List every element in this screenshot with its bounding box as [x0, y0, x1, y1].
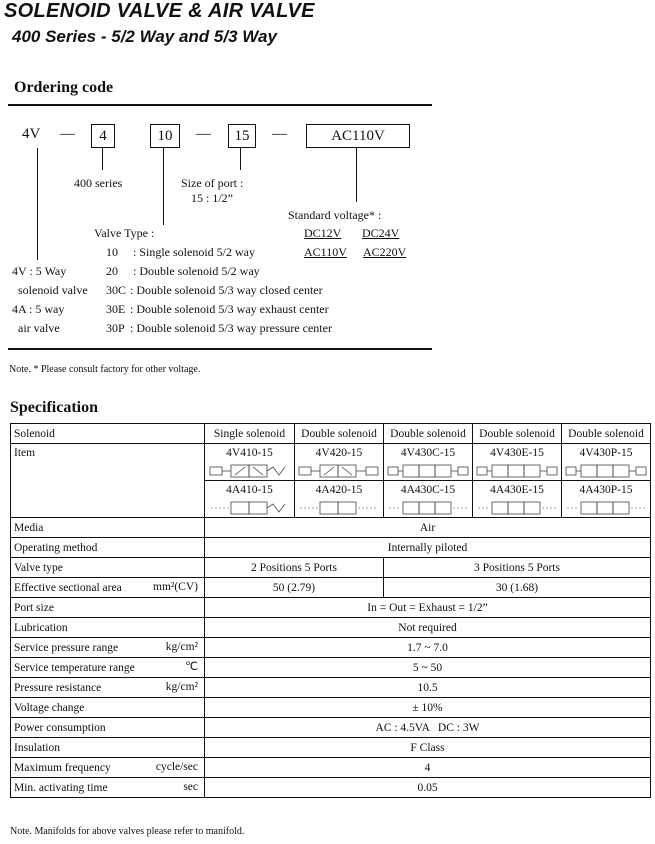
valve-type-desc: : Double solenoid 5/3 way closed center: [130, 283, 323, 297]
valve-symbol-icon: [209, 463, 291, 479]
row-value: 5 ~ 50: [205, 658, 651, 678]
voltage-option: DC24V: [362, 226, 400, 240]
row-label: [11, 658, 205, 678]
row-label: Port size: [11, 598, 205, 618]
row-value: 1.7 ~ 7.0: [205, 638, 651, 658]
table-row: [11, 424, 651, 444]
row-label-text: Service pressure range: [14, 641, 119, 654]
row-unit: ℃: [185, 661, 198, 673]
valve-type-code: 20: [106, 264, 118, 278]
model-4v: 4V420-15: [315, 447, 363, 459]
voltage-option: AC220V: [363, 245, 407, 259]
code-dash-1: —: [60, 126, 75, 142]
model-4a: 4A430E-15: [490, 484, 544, 496]
row-value: ± 10%: [205, 698, 651, 718]
series-label: 400 series: [74, 176, 123, 190]
connector-type: [163, 148, 164, 225]
model-cell: [205, 444, 295, 481]
code-dash-3: —: [272, 126, 287, 142]
valve-type-desc: : Single solenoid 5/2 way: [133, 245, 255, 259]
row-unit: cycle/sec: [155, 761, 198, 773]
model-4v: 4V410-15: [226, 447, 273, 459]
model-cell: [384, 481, 473, 518]
port-label: Size of port :: [181, 176, 244, 190]
code-box-type: 10: [150, 124, 180, 148]
table-row: [11, 518, 651, 538]
model-4a: 4A420-15: [315, 484, 363, 496]
row-value: 30 (1.68): [384, 578, 651, 598]
row-label: Valve type: [11, 558, 205, 578]
model-4a: 4A430C-15: [400, 484, 456, 496]
row-value: Internally piloted: [205, 538, 651, 558]
connector-port: [240, 148, 241, 170]
connector-series: [102, 148, 103, 170]
row-label: Voltage change: [11, 698, 205, 718]
air-valve-symbol-icon: [298, 500, 380, 516]
row-unit: mm²(CV): [153, 581, 198, 593]
model-4a: 4A430P-15: [579, 484, 633, 496]
row-label-text: Pressure resistance: [14, 681, 102, 694]
row-label: [11, 638, 205, 658]
table-row: [11, 778, 651, 798]
row-value: 2 Positions 5 Ports: [205, 558, 384, 578]
valve-symbol-icon: [565, 463, 647, 479]
row-label: Operating method: [11, 538, 205, 558]
page-title: SOLENOID VALVE & AIR VALVE: [4, 0, 315, 22]
row-label: Insulation: [11, 738, 205, 758]
valve-type-desc: : Double solenoid 5/3 way exhaust center: [130, 302, 329, 316]
voltage-note: Note. * Please consult factory for other voltage.: [9, 364, 201, 375]
row-value: 50 (2.79): [205, 578, 384, 598]
row-label: [11, 578, 205, 598]
ordering-heading: Ordering code: [14, 79, 114, 96]
valve-type-code: 30E: [106, 302, 126, 316]
table-row: [11, 658, 651, 678]
valve-type-code: 30P: [106, 321, 125, 335]
model-cell: [562, 444, 651, 481]
ordering-bottom-rule: [8, 348, 432, 350]
row-value: AC : 4.5VA DC : 3W: [205, 718, 651, 738]
table-row: [11, 558, 651, 578]
solenoid-label: Solenoid: [11, 424, 205, 444]
row-label: Power consumption: [11, 718, 205, 738]
model-cell: [205, 481, 295, 518]
item-label: [11, 444, 205, 518]
model-4v: 4V430P-15: [579, 447, 633, 459]
specification-table: [10, 423, 651, 798]
row-label: Lubrication: [11, 618, 205, 638]
table-row: [11, 638, 651, 658]
ordering-top-rule: [8, 104, 432, 106]
row-label-text: Min. activating time: [14, 781, 108, 794]
valve-type-desc: : Double solenoid 5/2 way: [133, 264, 260, 278]
column-header: Double solenoid: [473, 424, 562, 444]
row-value: 3 Positions 5 Ports: [384, 558, 651, 578]
table-row: [11, 578, 651, 598]
valve-type-code: 10: [106, 245, 118, 259]
model-cell: [295, 444, 384, 481]
table-row: [11, 758, 651, 778]
voltage-label: Standard voltage* :: [288, 208, 382, 222]
valve-type-desc: : Double solenoid 5/3 way pressure center: [130, 321, 332, 335]
table-row: [11, 678, 651, 698]
row-label: [11, 678, 205, 698]
row-label: Media: [11, 518, 205, 538]
voltage-option: AC110V: [304, 245, 347, 259]
model-4v: 4V430E-15: [490, 447, 544, 459]
model-4v: 4V430C-15: [400, 447, 456, 459]
row-value: 4: [205, 758, 651, 778]
column-header: Double solenoid: [295, 424, 384, 444]
model-cell: [295, 481, 384, 518]
row-value: Not required: [205, 618, 651, 638]
air-valve-symbol-icon: [476, 500, 558, 516]
model-cell: [473, 481, 562, 518]
air-valve-symbol-icon: [209, 500, 291, 516]
column-header: Double solenoid: [562, 424, 651, 444]
row-label: [11, 778, 205, 798]
row-value: In = Out = Exhaust = 1/2”: [205, 598, 651, 618]
model-line: 4A : 5 way: [12, 302, 65, 316]
row-unit: kg/cm²: [165, 641, 198, 653]
table-row: [11, 698, 651, 718]
connector-voltage: [356, 148, 357, 202]
valve-type-label: Valve Type :: [94, 226, 155, 240]
code-box-voltage: AC110V: [306, 124, 410, 148]
valve-symbol-icon: [298, 463, 380, 479]
air-valve-symbol-icon: [387, 500, 469, 516]
model-cell: [384, 444, 473, 481]
specification-heading: Specification: [10, 399, 98, 416]
model-cell: [473, 444, 562, 481]
row-label-text: Maximum frequency: [14, 761, 111, 774]
table-row: [11, 538, 651, 558]
voltage-option: DC12V: [304, 226, 342, 240]
manifold-note: Note. Manifolds for above valves please refer to manifold.: [10, 826, 245, 837]
row-label-text: Effective sectional area: [14, 581, 122, 594]
row-value: 10.5: [205, 678, 651, 698]
model-line: 4V : 5 Way: [12, 264, 67, 278]
code-dash-2: —: [196, 126, 211, 142]
valve-symbol-icon: [387, 463, 469, 479]
code-box-series: 4: [91, 124, 115, 148]
page-subtitle: 400 Series - 5/2 Way and 5/3 Way: [12, 27, 277, 46]
row-unit: kg/cm²: [165, 681, 198, 693]
valve-type-code: 30C: [106, 283, 127, 297]
code-prefix: 4V: [22, 126, 41, 142]
item-label-text: Item: [14, 447, 36, 459]
code-box-port: 15: [228, 124, 256, 148]
air-valve-symbol-icon: [565, 500, 647, 516]
row-value: Air: [205, 518, 651, 538]
column-header: Single solenoid: [205, 424, 295, 444]
row-label: [11, 758, 205, 778]
table-row: [11, 738, 651, 758]
model-4a: 4A410-15: [226, 484, 273, 496]
table-row: [11, 618, 651, 638]
table-row: [11, 444, 651, 481]
model-line: solenoid valve: [18, 283, 88, 297]
row-value: F Class: [205, 738, 651, 758]
connector-prefix: [37, 148, 38, 260]
table-row: [11, 718, 651, 738]
column-header: Double solenoid: [384, 424, 473, 444]
row-label-text: Service temperature range: [14, 661, 135, 674]
model-line: air valve: [18, 321, 60, 335]
row-value: 0.05: [205, 778, 651, 798]
valve-symbol-icon: [476, 463, 558, 479]
model-cell: [562, 481, 651, 518]
table-row: [11, 598, 651, 618]
port-value: 15 : 1/2”: [191, 191, 233, 205]
row-unit: sec: [183, 781, 198, 793]
